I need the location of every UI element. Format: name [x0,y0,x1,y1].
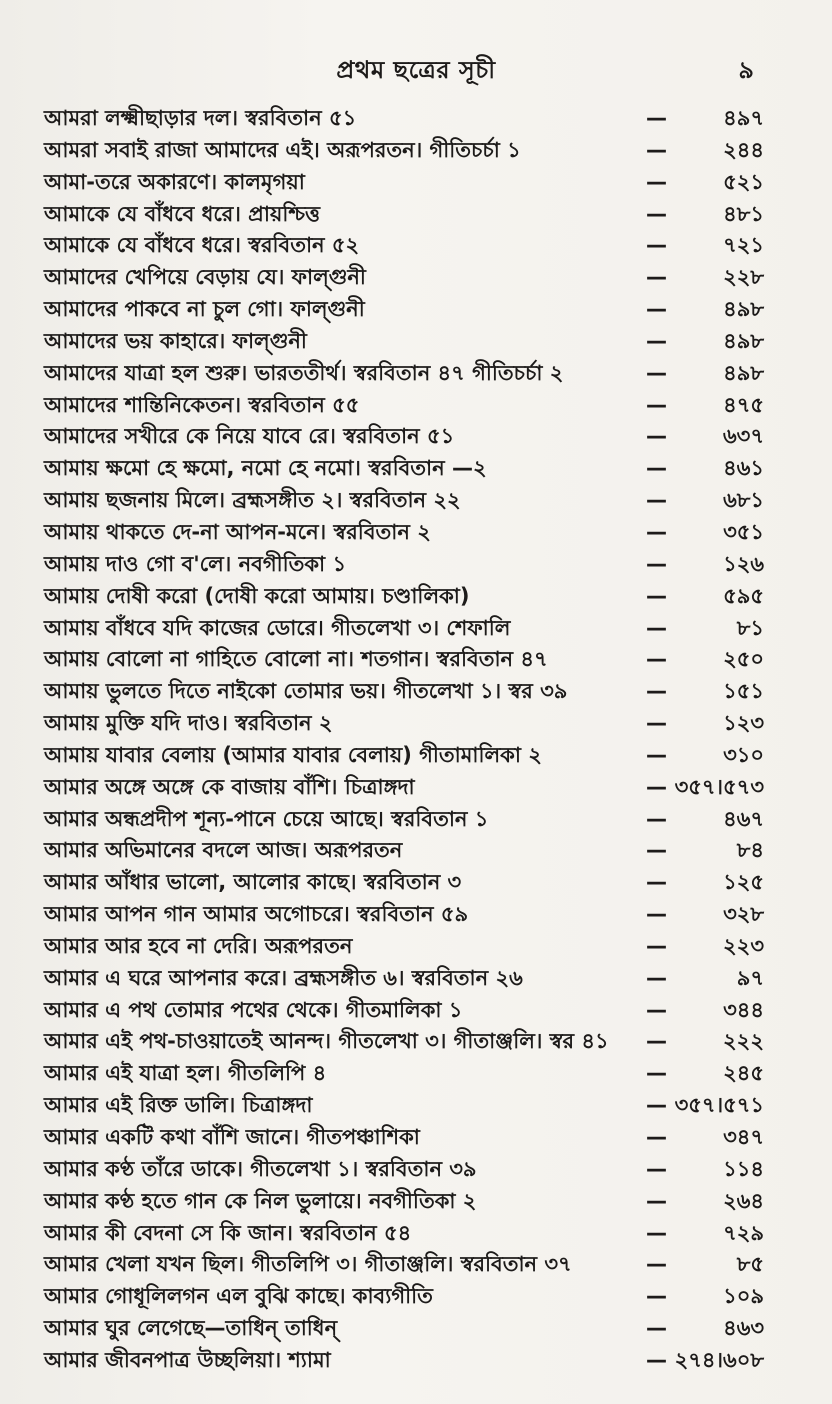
entry-title: আমাদের সখীরে কে নিয়ে যাবে রে। স্বরবিতান ৫১ [44,424,455,449]
entry-title: আমাকে যে বাঁধবে ধরে। স্বরবিতান ৫২ [44,233,360,258]
entry-dash: — [646,1316,667,1341]
index-entry [44,453,764,485]
index-entry [44,421,764,453]
index-entry [44,1313,764,1345]
entry-page-number: ২৬৪ [723,1188,764,1213]
entry-title: আমা-তরে অকারণে। কালমৃগয়া [44,169,305,194]
entry-title: আমায় দাও গো ব'লে। নবগীতিকা ১ [44,551,347,576]
entry-page-number: ৬৩৭ [723,424,764,449]
entry-page-number: ৪৭৫ [723,392,764,417]
entry-title: আমাদের খেপিয়ে বেড়ায় যে। ফাল্গুনী [44,265,366,290]
entry-page-number: ২২৮ [723,265,764,290]
entry-dash: — [646,1156,667,1181]
entry-page-number: ২৫০ [723,647,764,672]
index-entry [44,1058,764,1090]
index-entry [44,1090,764,1122]
entry-title: আমার গোধূলিলগন এল বুঝি কাছে। কাব্যগীতি [44,1284,433,1309]
entry-title: আমার জীবনপাত্র উচ্ছলিয়া। শ্যামা [44,1347,331,1372]
entry-dash: — [646,1093,667,1118]
entry-dash: — [646,838,667,863]
entry-title: আমায় যাবার বেলায় (আমার যাবার বেলায়) গীতামালিকা ২ [44,742,542,767]
index-entry [44,1345,764,1377]
entry-dash: — [646,679,667,704]
entry-title: আমায় দোষী করো (দোষী করো আমায়। চণ্ডালিকা) [44,583,470,608]
entry-title: আমার অঙ্গে অঙ্গে কে বাজায় বাঁশি। চিত্রাঙ্গদা [44,774,415,799]
entry-title: আমার আপন গান আমার অগোচরে। স্বরবিতান ৫৯ [44,902,469,927]
entry-page-number: ৩৪৪ [723,997,764,1022]
index-entry [44,1122,764,1154]
entry-dash: — [646,647,667,672]
index-entry [44,1249,764,1281]
entry-page-number: ১২৩ [723,711,764,736]
entry-dash: — [646,1284,667,1309]
index-entry [44,1281,764,1313]
index-entry [44,644,764,676]
entry-title: আমার আঁধার ভালো, আলোর কাছে। স্বরবিতান ৩ [44,870,462,895]
entry-page-number: ৫৯৫ [723,583,764,608]
page-number: ৯ [738,56,754,84]
entry-page-number: ১০৯ [723,1284,764,1309]
entry-page-number: ৪৯৮ [723,297,764,322]
index-entry [44,326,764,358]
entry-title: আমাকে যে বাঁধবে ধরে। প্রায়শ্চিত্ত [44,201,321,226]
index-entry [44,835,764,867]
entry-dash: — [646,1029,667,1054]
entry-dash: — [646,933,667,958]
entry-dash: — [646,806,667,831]
entry-title: আমাদের শান্তিনিকেতন। স্বরবিতান ৫৫ [44,392,360,417]
index-entry [44,390,764,422]
entry-page-number: ৩২৮ [723,902,764,927]
index-list [44,103,764,1377]
entry-title: আমার অন্ধপ্রদীপ শূন্য-পানে চেয়ে আছে। স্বরবিতান ১ [44,806,489,831]
entry-dash: — [646,424,667,449]
index-entry [44,1218,764,1250]
entry-title: আমরা লক্ষ্মীছাড়ার দল। স্বরবিতান ৫১ [44,106,357,130]
entry-title: আমাদের পাকবে না চুল গো। ফাল্গুনী [44,297,365,322]
entry-page-number: ২৪৫ [723,1061,764,1086]
entry-dash: — [646,1347,667,1372]
entry-title: আমার কণ্ঠ তাঁরে ডাকে। গীতলেখা ১। স্বরবিতান ৩৯ [44,1156,477,1181]
entry-page-number: ২২২ [723,1029,764,1054]
index-entry [44,549,764,581]
entry-title: আমার এ পথ তোমার পথের থেকে। গীতমালিকা ১ [44,997,463,1022]
entry-title: আমাদের যাত্রা হল শুরু। ভারততীর্থ। স্বরবিতান ৪৭ গীতিচর্চা ২ [44,360,564,385]
entry-page-number: ৪৬৩ [723,1316,764,1341]
entry-title: আমায় মুক্তি যদি দাও। স্বরবিতান ২ [44,711,333,736]
index-entry [44,613,764,645]
entry-dash: — [646,1188,667,1213]
entry-dash: — [646,997,667,1022]
entry-dash: — [646,265,667,290]
entry-title: আমায় ছজনায় মিলে। ব্রহ্মসঙ্গীত ২। স্বরবিতান ২২ [44,488,461,513]
entry-page-number: ৪৬১ [723,456,764,481]
entry-dash: — [646,169,667,194]
entry-page-number: ৪৯৭ [723,106,764,130]
entry-page-number: ৩৫৭।৫৭৩ [674,774,764,799]
entry-page-number: ৭২১ [723,233,764,258]
entry-title: আমার এই রিক্ত ডালি। চিত্রাঙ্গদা [44,1093,313,1118]
entry-title: আমায় বাঁধবে যদি কাজের ডোরে। গীতলেখা ৩। শেফালি [44,615,511,640]
entry-title: আমার এই পথ-চাওয়াতেই আনন্দ। গীতলেখা ৩। গীতাঞ্জলি। স্বর ৪১ [44,1029,609,1054]
entry-title: আমার এ ঘরে আপনার করে। ব্রহ্মসঙ্গীত ৬। স্বরবিতান ২৬ [44,965,523,990]
entry-dash: — [646,615,667,640]
index-entry [44,167,764,199]
entry-page-number: ৩৫৭।৫৭১ [674,1093,764,1118]
entry-dash: — [646,106,667,130]
index-entry [44,963,764,995]
entry-page-number: ৪৬৭ [723,806,764,831]
entry-page-number: ৯৭ [736,965,764,990]
entry-page-number: ১৫১ [723,679,764,704]
index-entry [44,135,764,167]
entry-page-number: ৩১০ [723,742,764,767]
entry-dash: — [646,392,667,417]
entry-dash: — [646,902,667,927]
entry-title: আমার আর হবে না দেরি। অরূপরতন [44,933,353,958]
entry-dash: — [646,1125,667,1149]
entry-dash: — [646,1061,667,1086]
entry-page-number: ৪৯৮ [723,360,764,385]
entry-title: আমায় বোলো না গাহিতে বোলো না। শতগান। স্বরবিতান ৪৭ [44,647,548,672]
entry-dash: — [646,742,667,767]
entry-dash: — [646,870,667,895]
entry-dash: — [646,1252,667,1277]
entry-title: আমায় ক্ষমো হে ক্ষমো, নমো হে নমো। স্বরবিতান —২ [44,456,487,481]
entry-dash: — [646,488,667,513]
entry-title: আমায় থাকতে দে-না আপন-মনে। স্বরবিতান ২ [44,519,431,544]
entry-dash: — [646,583,667,608]
entry-dash: — [646,774,667,799]
entry-page-number: ৩৫১ [723,519,764,544]
entry-page-number: ৬৮১ [723,488,764,513]
index-entry [44,262,764,294]
entry-title: আমায় ভুলতে দিতে নাইকো তোমার ভয়। গীতলেখা ১। স্বর ৩৯ [44,679,568,704]
entry-title: আমার খেলা যখন ছিল। গীতলিপি ৩। গীতাঞ্জলি। স্বরবিতান ৩৭ [44,1252,572,1277]
entry-page-number: ২২৩ [723,933,764,958]
entry-page-number: ১২৬ [723,551,764,576]
index-entry [44,1154,764,1186]
entry-title: আমার কণ্ঠ হতে গান কে নিল ভুলায়ে। নবগীতিকা ২ [44,1188,477,1213]
entry-page-number: ৮১ [736,615,764,640]
entry-title: আমার এই যাত্রা হল। গীতলিপি ৪ [44,1061,327,1086]
entry-dash: — [646,551,667,576]
index-entry [44,995,764,1027]
entry-dash: — [646,137,667,162]
entry-dash: — [646,965,667,990]
entry-dash: — [646,201,667,226]
entry-title: আমার কী বেদনা সে কি জান। স্বরবিতান ৫৪ [44,1220,412,1245]
index-entry [44,517,764,549]
entry-page-number: ২৪৪ [723,137,764,162]
index-entry [44,485,764,517]
entry-title: আমার ঘুর লেগেছে—তাধিন্ তাধিন্ [44,1316,338,1341]
index-entry [44,294,764,326]
entry-page-number: ৩৪৭ [723,1125,764,1149]
index-entry [44,1186,764,1218]
entry-dash: — [646,328,667,353]
entry-title: আমার অভিমানের বদলে আজ। অরূপরতন [44,838,403,863]
entry-page-number: ২৭৪।৬০৮ [674,1347,764,1372]
entry-dash: — [646,711,667,736]
entry-dash: — [646,233,667,258]
entry-page-number: ৫২১ [723,169,764,194]
entry-page-number: ৪৮১ [723,201,764,226]
entry-title: আমাদের ভয় কাহারে। ফাল্গুনী [44,328,307,353]
page-title: প্রথম ছত্রের সূচী [336,56,496,84]
index-entry [44,199,764,231]
index-entry [44,358,764,390]
index-entry [44,230,764,262]
index-entry [44,103,764,135]
index-entry [44,867,764,899]
entry-page-number: ৭২৯ [723,1220,764,1245]
entry-dash: — [646,519,667,544]
index-entry [44,676,764,708]
index-entry [44,1026,764,1058]
entry-dash: — [646,1220,667,1245]
entry-page-number: ১২৫ [723,870,764,895]
index-entry [44,931,764,963]
index-entry [44,804,764,836]
page-header [0,52,832,92]
entry-page-number: ৮৪ [736,838,764,863]
index-entry [44,708,764,740]
index-entry [44,581,764,613]
entry-dash: — [646,297,667,322]
entry-title: আমরা সবাই রাজা আমাদের এই। অরূপরতন। গীতিচর্চা ১ [44,137,521,162]
entry-page-number: ১১৪ [723,1156,764,1181]
entry-page-number: ৮৫ [736,1252,764,1277]
index-entry [44,740,764,772]
entry-dash: — [646,456,667,481]
index-entry [44,772,764,804]
entry-dash: — [646,360,667,385]
entry-title: আমার একটি কথা বাঁশি জানে। গীতপঞ্চাশিকা [44,1125,420,1149]
index-entry [44,899,764,931]
entry-page-number: ৪৯৮ [723,328,764,353]
